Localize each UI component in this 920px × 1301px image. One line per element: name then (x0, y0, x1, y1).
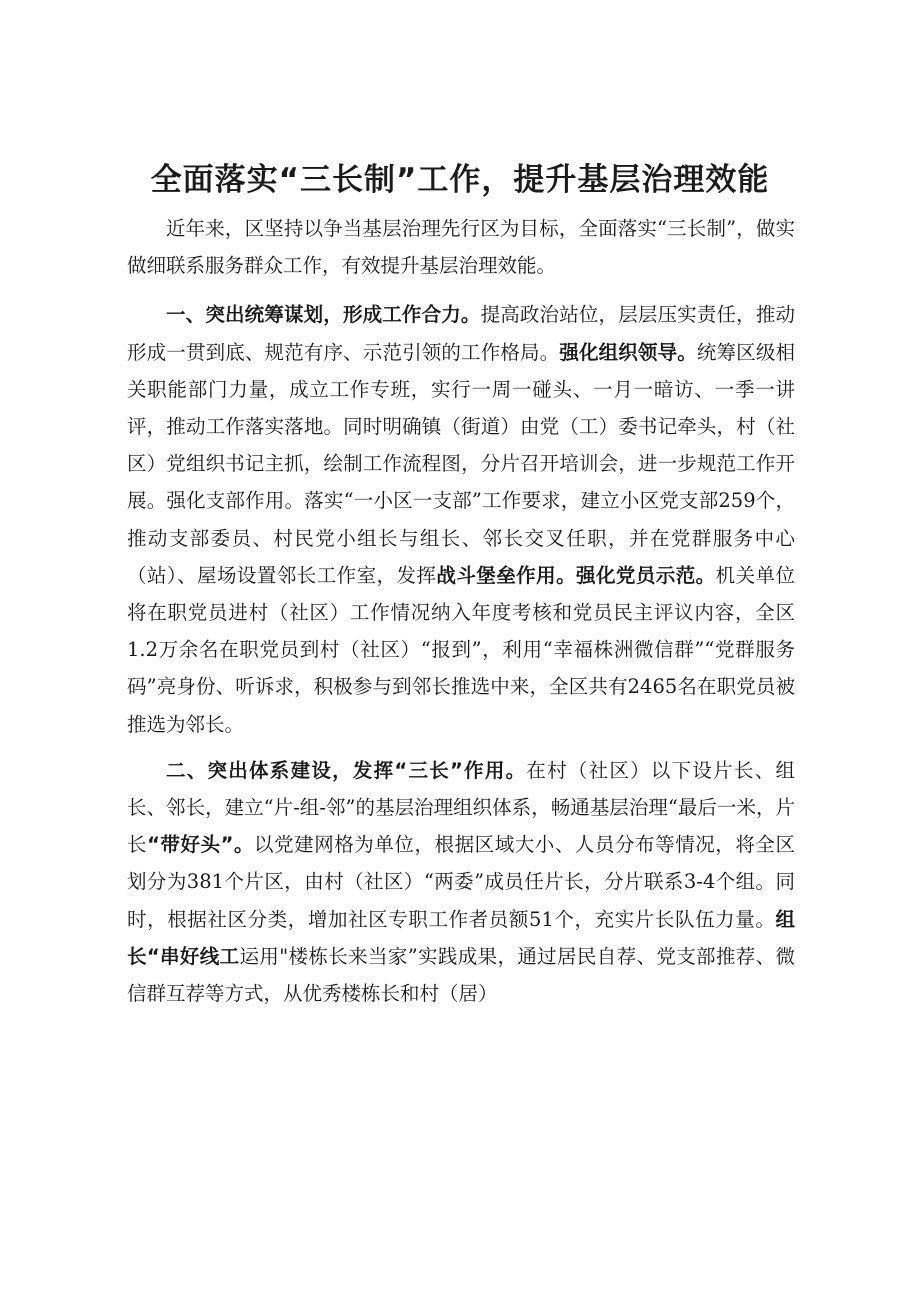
section-2-text-2: 以党建网格为单位，根据区域大小、人员分布等情况，将全区划分为381个片区，由村（社区）“两委”成员任片长，分片联系3-4个组。同时，根据社区分类，增加社区专职工作者员额51个，充实片长队伍力量。 (127, 833, 795, 931)
section-1-text-2: 统筹区级相关职能部门力量，成立工作专班，实行一周一碰头、一月一暗访、一季一讲评，推动工作落实落地。同时明确镇（街道）由党（工）委书记牵头，村（社区）党组织书记主抓，绘制工作流程图，分片召开培训会，进一步规范工作开展。强化支部作用。落实“一小区一支部”工作要求，建立小区党支部259个，推动支部委员、村民党小组长与组长、邻长交叉任职，并在党群服务中心（站）、屋场设置邻长工作室，发挥 (127, 340, 795, 587)
section-1-subheading: 强化组织领导。 (559, 340, 697, 364)
section-2-heading: 二、突出体系建设，发挥“三长”作用。 (166, 758, 527, 782)
section-1-text-3: 机关单位将在职党员进村（社区）工作情况纳入年度考核和党员民主评议内容，全区1.2万余名在职党员到村（社区）“报到”，利用“幸福株洲微信群”“党群服务码”亮身份、听诉求，积极参与到邻长推选中来，全区共有2465名在职党员被推选为邻长。 (127, 563, 795, 736)
section-1-heading: 一、突出统筹谋划，形成工作合力。 (166, 303, 481, 327)
section-2-text-1: 在村（社区）以下设片长、组长、邻长，建立“片-组-邻”的基层治理组织体系，畅通基层治理“最后一米，片长 (127, 758, 795, 857)
section-2-paragraph (127, 752, 795, 1012)
section-1-paragraph (127, 296, 795, 742)
intro-paragraph: 近年来，区坚持以争当基层治理先行区为目标，全面落实“三长制”，做实做细联系服务群众工作，有效提升基层治理效能。 (127, 217, 795, 278)
section-2-text-3: 运用"楼栋长来当家”实践成果，通过居民自荐、党支部推荐、微信群互荐等方式，从优秀楼栋长和村（居） (127, 944, 795, 1006)
document-body (127, 210, 795, 1021)
section-1-bold-run: 战斗堡垒作用。强化党员示范。 (436, 563, 716, 587)
section-2-bold-2: 组长“串好线工 (127, 907, 795, 968)
section-2-bold-1: “带好头”。 (147, 833, 255, 857)
document-title: 全面落实“三长制”工作，提升基层治理效能 (150, 162, 770, 198)
section-1-text-1: 提高政治站位，层层压实责任，推动形成一贯到底、规范有序、示范引领的工作格局。 (127, 303, 795, 364)
